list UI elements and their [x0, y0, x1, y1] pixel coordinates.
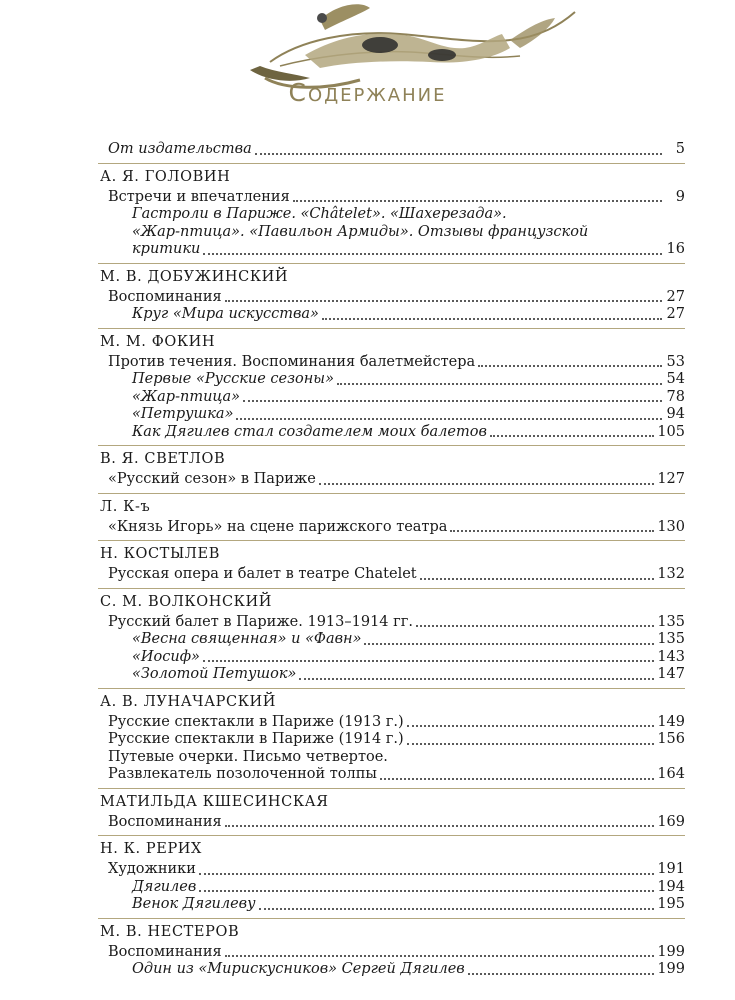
- entry-title: Художники: [108, 861, 196, 877]
- dot-leader: [225, 300, 662, 302]
- page-number: 135: [657, 631, 685, 647]
- page-number: 195: [657, 896, 685, 912]
- entry-title: Русские спектакли в Париже (1913 г.): [108, 713, 404, 730]
- page-number: 135: [657, 613, 685, 630]
- entry-title: «Золотой Петушок»: [132, 666, 297, 682]
- toc-entry[interactable]: [98, 224, 685, 242]
- dot-leader: [199, 890, 654, 892]
- entry-title: Развлекатель позолоченной толпы: [108, 766, 377, 782]
- toc-entry[interactable]: [98, 289, 685, 307]
- dot-leader: [322, 318, 662, 320]
- entry-title: Круг «Мира искусства»: [132, 306, 319, 322]
- author-heading: Н. К. РЕРИХ: [100, 841, 202, 857]
- entry-title: Один из «Мирискусников» Сергей Дягилев: [132, 961, 465, 977]
- table-of-contents: [98, 137, 685, 983]
- page-number: 156: [657, 731, 685, 747]
- toc-section: [98, 540, 685, 588]
- page-number: 199: [657, 943, 685, 960]
- toc-entry[interactable]: [98, 666, 685, 684]
- entry-title: Воспоминания: [108, 813, 222, 830]
- dot-leader: [364, 643, 654, 645]
- entry-title: «Весна священная» и «Фавн»: [132, 631, 362, 647]
- page-number: 191: [657, 861, 685, 877]
- entry-title: «Русский сезон» в Париже: [108, 471, 316, 487]
- entry-title: Русская опера и балет в театре Chatelet: [108, 566, 417, 582]
- toc-entry[interactable]: [98, 879, 685, 897]
- dot-leader: [407, 725, 655, 727]
- entry-title: Воспоминания: [108, 943, 222, 960]
- dot-leader: [450, 530, 654, 532]
- toc-section: [98, 835, 685, 918]
- author-heading: МАТИЛЬДА КШЕСИНСКАЯ: [100, 793, 329, 810]
- page-number: 194: [657, 878, 685, 895]
- toc-section: [98, 328, 685, 446]
- toc-entry[interactable]: [98, 206, 685, 224]
- dot-leader: [407, 743, 655, 745]
- dot-leader: [416, 625, 654, 627]
- page-number: 5: [675, 141, 685, 157]
- toc-section: [98, 918, 685, 983]
- toc-section: [98, 137, 685, 163]
- toc-entry[interactable]: [98, 371, 685, 389]
- entry-title: Против течения. Воспоминания балетмейстера: [108, 353, 476, 370]
- author-heading: Н. КОСТЫЛЕВ: [100, 546, 220, 562]
- toc-entry[interactable]: [98, 961, 685, 979]
- entry-title: «Жар-птица»: [132, 388, 241, 405]
- entry-title: «Петрушка»: [132, 406, 234, 422]
- toc-section: [98, 263, 685, 328]
- page-number: 16: [666, 241, 685, 257]
- dot-leader: [319, 483, 654, 485]
- entry-title: «Жар-птица». «Павильон Армиды». Отзывы французской: [132, 223, 589, 240]
- toc-entry[interactable]: [98, 631, 685, 649]
- toc-entry[interactable]: [98, 406, 685, 424]
- toc-entry[interactable]: [98, 766, 685, 784]
- dot-leader: [225, 955, 655, 957]
- toc-entry[interactable]: [98, 944, 685, 962]
- dot-leader: [299, 678, 654, 680]
- dot-leader: [420, 578, 655, 580]
- page-number: 199: [657, 961, 685, 977]
- entry-title: От издательства: [108, 141, 252, 157]
- page-number: 105: [657, 423, 685, 440]
- page-number: 27: [666, 288, 685, 305]
- page-number: 149: [657, 713, 685, 730]
- entry-title: Гастроли в Париже. «Châtelet». «Шахерезада».: [132, 206, 507, 222]
- toc-entry[interactable]: [98, 649, 685, 667]
- toc-entry[interactable]: [98, 189, 685, 207]
- dot-leader: [490, 435, 654, 437]
- dot-leader: [259, 908, 655, 910]
- toc-entry[interactable]: [98, 424, 685, 442]
- page-number: 94: [666, 406, 685, 422]
- toc-section: [98, 788, 685, 836]
- toc-entry[interactable]: [98, 714, 685, 732]
- toc-entry[interactable]: [98, 731, 685, 749]
- page-number: 78: [666, 388, 685, 405]
- page-title: Содержание: [288, 78, 447, 107]
- toc-section: [98, 588, 685, 688]
- author-heading: М. В. ДОБУЖИНСКИЙ: [100, 268, 289, 285]
- entry-title: критики: [132, 241, 201, 257]
- page-number: 27: [666, 306, 685, 322]
- toc-section: [98, 688, 685, 788]
- author-heading: А. Я. ГОЛОВИН: [100, 168, 231, 185]
- dot-leader: [203, 253, 662, 255]
- entry-title: «Князь Игорь» на сцене парижского театра: [108, 518, 448, 535]
- toc-entry[interactable]: [98, 241, 685, 259]
- page-number: 143: [657, 648, 685, 665]
- dot-leader: [478, 365, 662, 367]
- author-heading: А. В. ЛУНАЧАРСКИЙ: [100, 693, 277, 710]
- page-number: 130: [657, 518, 685, 535]
- entry-title: Как Дягилев стал создателем моих балетов: [132, 423, 487, 440]
- toc-entry[interactable]: [98, 141, 685, 159]
- dot-leader: [255, 153, 662, 155]
- toc-entry[interactable]: [98, 614, 685, 632]
- toc-entry[interactable]: [98, 896, 685, 914]
- author-heading: М. В. НЕСТЕРОВ: [100, 923, 240, 940]
- entry-title: Венок Дягилеву: [132, 896, 256, 912]
- toc-entry[interactable]: [98, 749, 685, 767]
- toc-entry[interactable]: [98, 306, 685, 324]
- page-number: 169: [657, 813, 685, 830]
- page-number: 54: [666, 371, 685, 387]
- author-heading: М. М. ФОКИН: [100, 333, 216, 350]
- page-number: 132: [657, 566, 685, 582]
- entry-title: Первые «Русские сезоны»: [132, 371, 334, 387]
- toc-entry[interactable]: [98, 861, 685, 879]
- page-number: 147: [657, 666, 685, 682]
- dancer-ornament-icon: [210, 0, 590, 90]
- entry-title: «Иосиф»: [132, 648, 200, 665]
- dot-leader: [203, 660, 654, 662]
- page-number: 127: [657, 471, 685, 487]
- dot-leader: [243, 400, 662, 402]
- toc-section: [98, 493, 685, 541]
- dot-leader: [380, 778, 654, 780]
- page-number: 53: [666, 353, 685, 370]
- entry-title: Путевые очерки. Письмо четвертое.: [108, 748, 388, 765]
- dot-leader: [199, 873, 654, 875]
- toc-entry[interactable]: [98, 354, 685, 372]
- entry-title: Дягилев: [132, 878, 197, 895]
- entry-title: Встречи и впечатления: [108, 188, 290, 205]
- entry-title: Русские спектакли в Париже (1914 г.): [108, 731, 404, 747]
- page-number: 164: [657, 766, 685, 782]
- toc-entry[interactable]: [98, 814, 685, 832]
- dot-leader: [236, 418, 662, 420]
- toc-entry[interactable]: [98, 566, 685, 584]
- entry-title: Воспоминания: [108, 288, 222, 305]
- toc-section: [98, 445, 685, 493]
- dot-leader: [337, 383, 662, 385]
- page-number: 9: [675, 188, 685, 205]
- entry-title: Русский балет в Париже. 1913–1914 гг.: [108, 613, 413, 630]
- dot-leader: [225, 825, 655, 827]
- toc-entry[interactable]: [98, 389, 685, 407]
- author-heading: В. Я. СВЕТЛОВ: [100, 451, 226, 467]
- dot-leader: [293, 200, 662, 202]
- toc-entry[interactable]: [98, 519, 685, 537]
- author-heading: Л. К-ъ: [100, 498, 151, 515]
- dot-leader: [468, 973, 655, 975]
- toc-section: [98, 163, 685, 263]
- toc-entry[interactable]: [98, 471, 685, 489]
- page-header: [0, 0, 735, 125]
- author-heading: С. М. ВОЛКОНСКИЙ: [100, 593, 272, 610]
